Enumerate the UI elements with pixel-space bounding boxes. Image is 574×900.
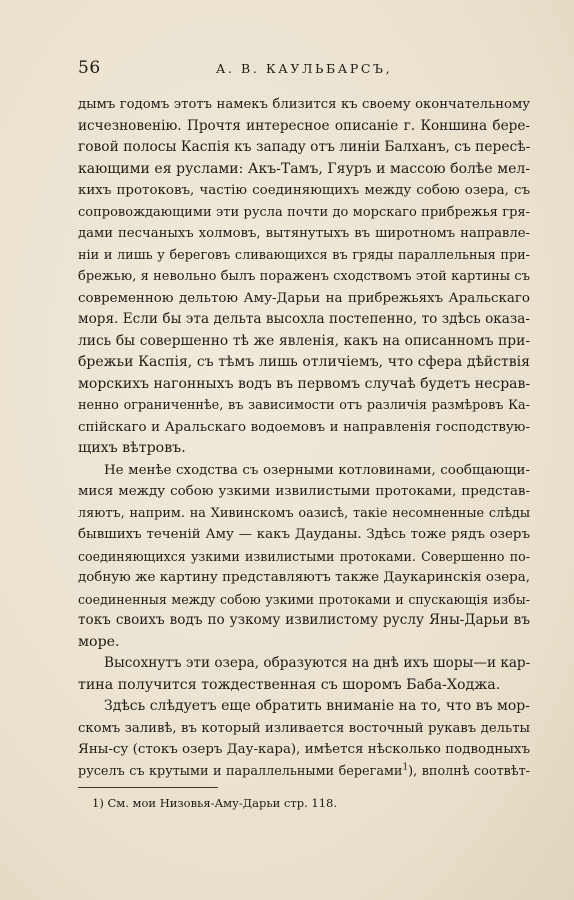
text-line: Высохнутъ эти озера, образуются на днѣ ихъ шоры—и кар-: [104, 655, 531, 671]
text-line: кающими ея руслами: Акъ-Тамъ, Гяуръ и массою болѣе мел-: [78, 160, 530, 177]
paragraph-3: [78, 653, 530, 696]
paragraph-2: [78, 460, 530, 654]
text-line: соединяющихся узкими извилистыми протоками. Совершенно по-: [78, 548, 530, 564]
text-line: ляютъ, наприм. на Хивинскомъ оазисѣ, такіе несомненные слѣды: [78, 505, 530, 521]
page-header: [78, 58, 530, 84]
text-line: ненно ограниченнѣе, въ зависимости отъ различія размѣровъ Ка-: [78, 398, 530, 413]
text-line: морскихъ нагонныхъ водъ въ первомъ случаѣ будетъ несрав-: [78, 375, 531, 392]
text-line-part: руселъ съ крутыми и параллельными берегами: [78, 763, 403, 779]
running-head: А. В. КАУЛЬБАРСЪ,: [215, 61, 393, 76]
page-number: 56: [78, 58, 101, 78]
text-line: брежьи Каспія, съ тѣмъ лишь отличіемъ, что сфера дѣйствія: [78, 354, 530, 370]
text-line: токъ своихъ водъ по узкому извилистому руслу Яны-Дарьи въ: [78, 612, 530, 628]
text-line: Здѣсь слѣдуетъ еще обратить вниманіе на то, что въ мор-: [104, 698, 530, 714]
text-line: добную же картину представляютъ также Даукаринскія озера,: [78, 570, 530, 585]
paragraph-4: [78, 696, 530, 782]
text-line-part: исчезновенію. Прочтя интересное описаніе г. Коншина бере-: [78, 117, 530, 134]
text-line-part: ), вполнѣ соотвѣт-: [408, 763, 530, 779]
text-line: море.: [78, 633, 120, 650]
text-line: кихъ протоковъ, частію соединяющихъ между собою озера, съ: [78, 183, 530, 198]
text-line: спійскаго и Аральскаго водоемовъ и направленія господствую-: [78, 419, 530, 435]
body-text: [78, 94, 530, 782]
text-line: сопровождающими эти русла почти до морскаго прибрежья гря-: [78, 204, 530, 220]
text-line: современною дельтою Аму-Дарьи на прибрежьяхъ Аральскаго: [78, 290, 530, 306]
text-line: Не менѣе сходства съ озерными котловинами, сообщающи-: [104, 462, 530, 478]
text-line: скомъ заливѣ, въ который изливается восточный рукавъ дельты: [78, 720, 530, 736]
paragraph-1: [78, 94, 530, 460]
footnote-divider: [78, 787, 218, 788]
text-line: соединенныя между собою узкими протоками и спускающія избы-: [78, 591, 530, 607]
text-line: брежью, я невольно былъ пораженъ сходствомъ этой картины съ: [78, 269, 530, 284]
text-line: мися между собою узкими извилистыми протоками, представ-: [78, 484, 530, 499]
footnote: 1) См. мои Низовья-Аму-Дарьи стр. 118.: [92, 796, 338, 810]
text-line: [78, 116, 530, 138]
text-line: дами песчаныхъ холмовъ, вытянутыхъ въ широтномъ направле-: [78, 226, 530, 241]
text-line: бывшихъ теченій Аму — какъ Дауданы. Здѣсь тоже рядъ озеръ: [78, 527, 530, 542]
text-line: Яны-су (стокъ озеръ Дау-кара), имѣется нѣсколько подводныхъ: [78, 742, 530, 757]
text-line: ніи и лишь у береговъ сливающихся въ гряды параллельныя при-: [78, 247, 530, 263]
text-line: моря. Если бы эта дельта высохла постепенно, то здѣсь оказа-: [78, 311, 530, 327]
footnote-marker: 1: [402, 762, 409, 773]
text-line: щихъ вѣтровъ.: [78, 440, 186, 456]
text-line: тина получится тождественная съ шоромъ Баба-Ходжа.: [78, 676, 501, 693]
text-line: [78, 761, 530, 783]
text-line: говой полосы Каспія къ западу отъ линіи Балханъ, съ пересѣ-: [78, 139, 531, 155]
text-line: лись бы совершенно тѣ же явленія, какъ на описанномъ при-: [78, 332, 530, 349]
text-line: дымъ годомъ этотъ намекъ близится къ своему окончательному: [78, 97, 530, 112]
